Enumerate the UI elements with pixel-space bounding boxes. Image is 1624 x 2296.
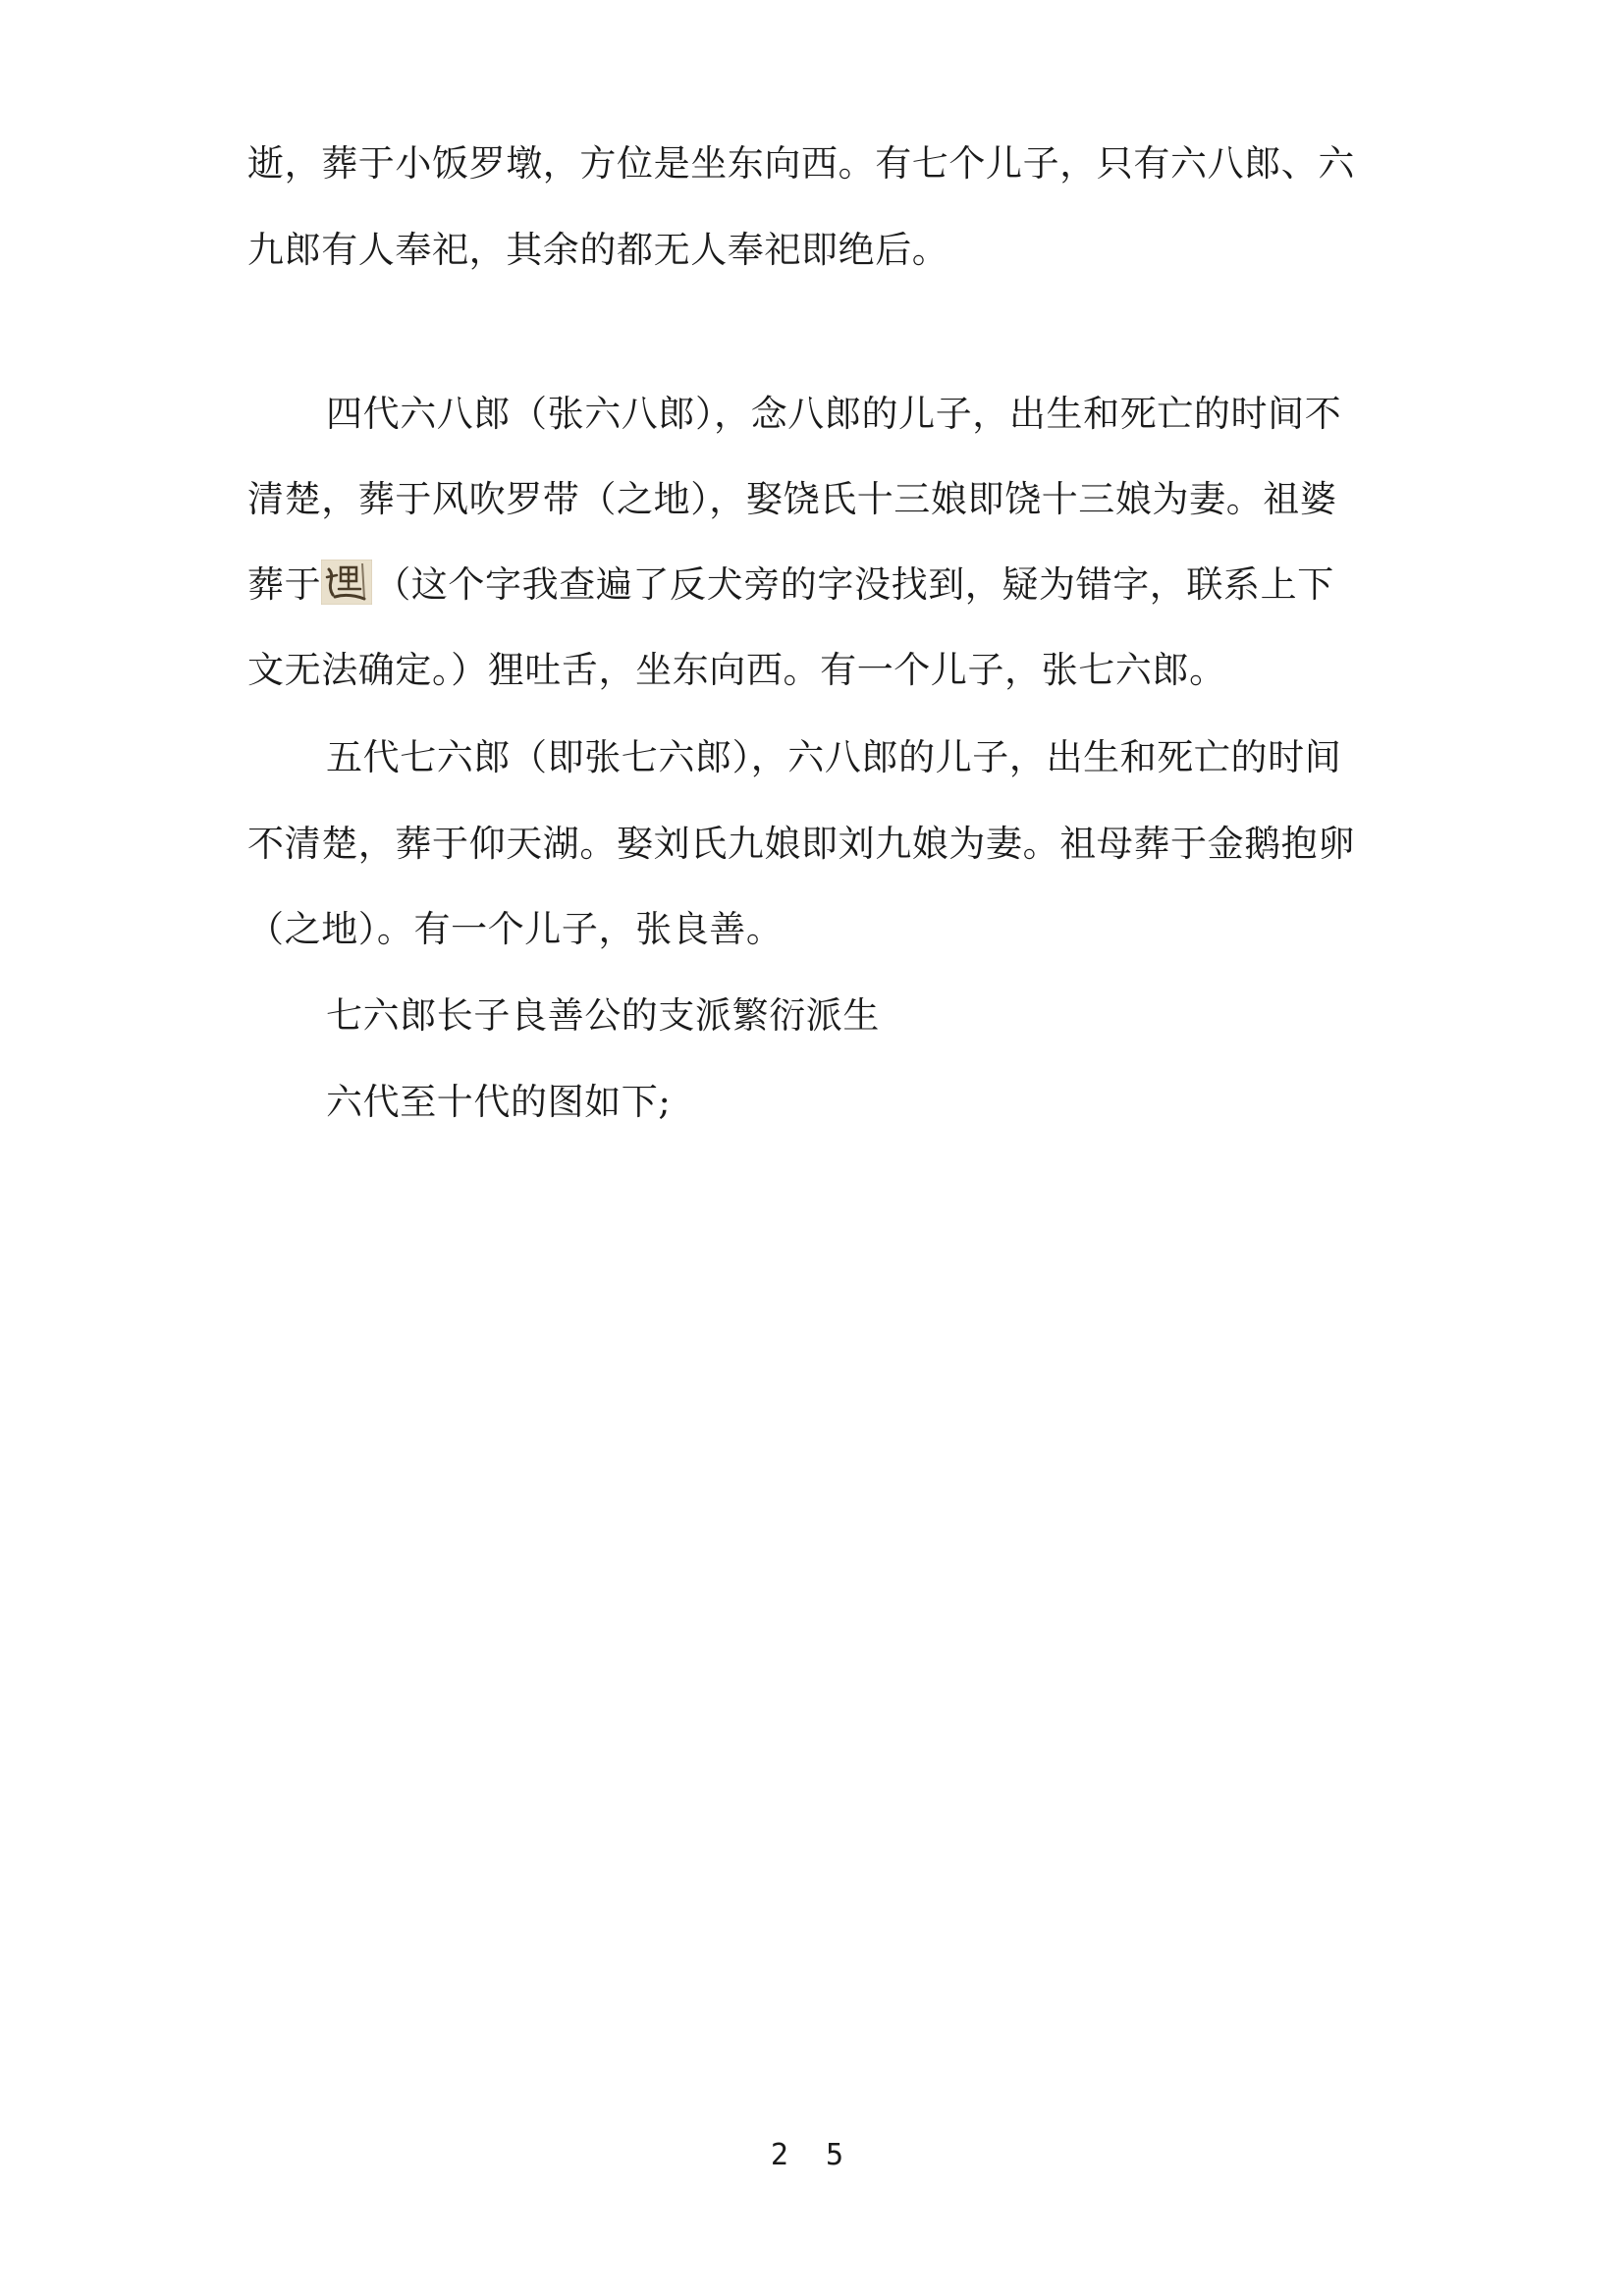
paragraph-3-line-2: 不清楚，葬于仰天湖。娶刘氏九娘即刘九娘为妻。祖母葬于金鹅抱卵 [247, 823, 1355, 865]
paragraph-2-line-3 [247, 556, 1334, 614]
paragraph-3-line-1: 五代七六郎（即张七六郎），六八郎的儿子，出生和死亡的时间 [326, 736, 1342, 778]
paragraph-1-line-1: 逝，葬于小饭罗墩，方位是坐东向西。有七个儿子，只有六八郎、六 [247, 142, 1355, 185]
paragraph-2-line-4: 文无法确定。）狸吐舌，坐东向西。有一个儿子，张七六郎。 [247, 649, 1226, 691]
paragraph-3-line-3: （之地）。有一个儿子，张良善。 [247, 908, 784, 950]
paragraph-2-line-2: 清楚，葬于风吹罗带（之地），娶饶氏十三娘即饶十三娘为妻。祖婆 [247, 478, 1337, 520]
paragraph-1-line-2: 九郎有人奉祀，其余的都无人奉祀即绝后。 [247, 229, 949, 271]
paragraph-2-line-3-before: 葬于 [247, 563, 322, 606]
paragraph-2-line-3-after: （这个字我查遍了反犬旁的字没找到，疑为错字，联系上下 [374, 563, 1334, 606]
paragraph-4-line-1: 七六郎长子良善公的支派繁衍派生 [326, 994, 880, 1037]
paragraph-5-line-1: 六代至十代的图如下; [326, 1081, 672, 1123]
paragraph-2-line-1: 四代六八郎（张六八郎），念八郎的儿子，出生和死亡的时间不 [326, 393, 1342, 435]
page-number: 2 5 [770, 2138, 854, 2172]
handwritten-character-icon [321, 560, 372, 605]
